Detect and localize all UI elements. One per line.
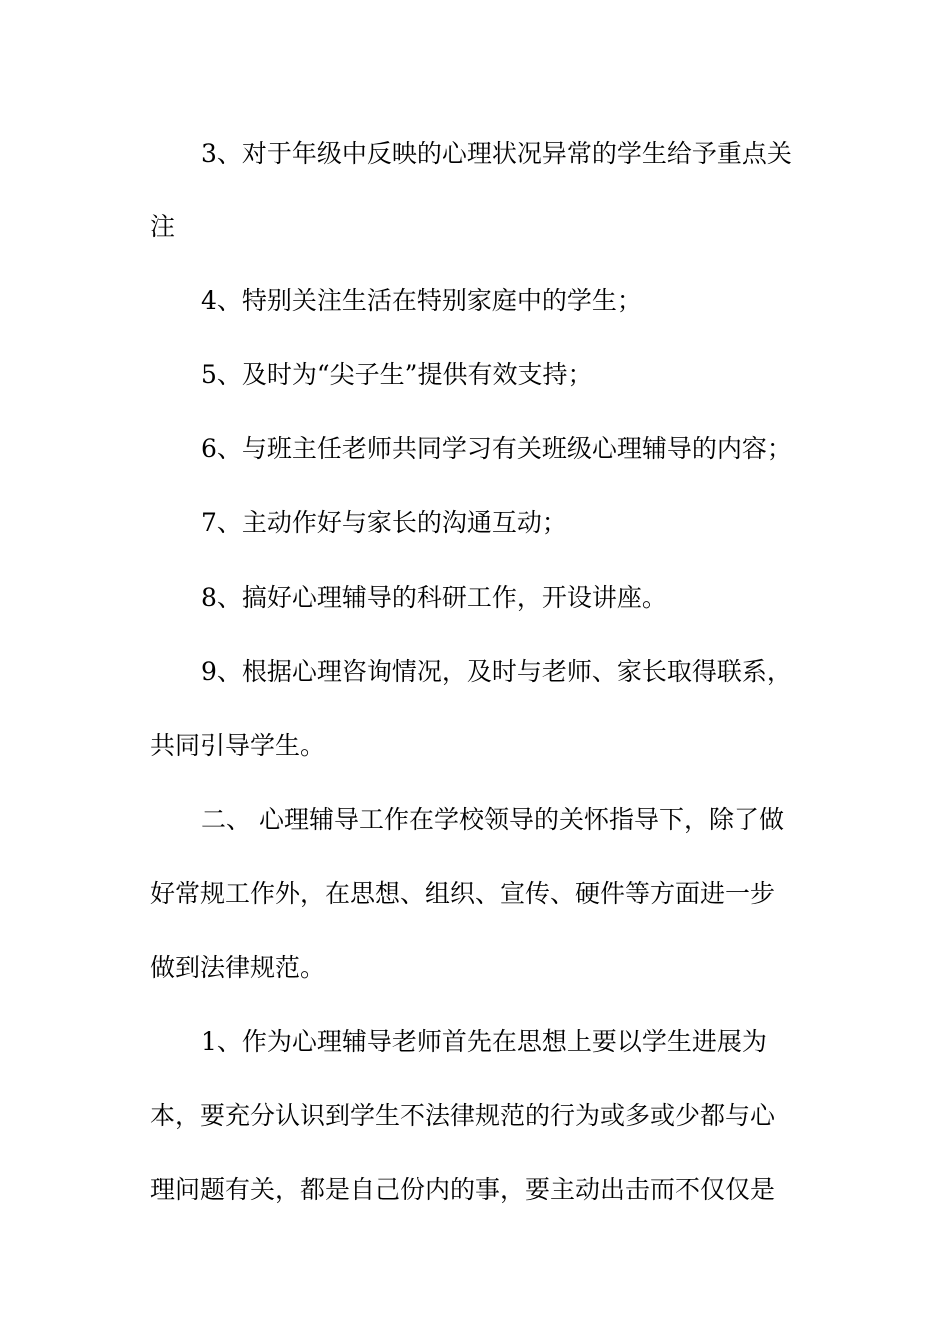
text-line: 二、 心理辅导工作在学校领导的关怀指导下，除了做 [201,805,784,834]
text-line: 9、根据心理咨询情况，及时与老师、家长取得联系， [201,657,792,686]
text-line: 3、对于年级中反映的心理状况异常的学生给予重点关 [201,139,792,168]
text-line: 理问题有关，都是自己份内的事，要主动出击而不仅仅是 [150,1175,776,1204]
text-line: 共同引导学生。 [150,731,326,760]
text-line: 注 [150,212,176,241]
text-line: 5、及时为“尖子生”提供有效支持； [201,360,593,389]
text-line: 4、特别关注生活在特别家庭中的学生； [201,286,642,315]
text-line: 1、作为心理辅导老师首先在思想上要以学生进展为 [201,1027,767,1056]
text-line: 7、主动作好与家长的沟通互动； [201,508,567,537]
text-line: 本，要充分认识到学生不法律规范的行为或多或少都与心 [150,1101,776,1130]
text-line: 8、搞好心理辅导的科研工作，开设讲座。 [201,583,667,612]
text-line: 6、与班主任老师共同学习有关班级心理辅导的内容； [201,434,792,463]
text-line: 做到法律规范。 [150,953,326,982]
text-line: 好常规工作外，在思想、组织、宣传、硬件等方面进一步 [150,879,776,908]
